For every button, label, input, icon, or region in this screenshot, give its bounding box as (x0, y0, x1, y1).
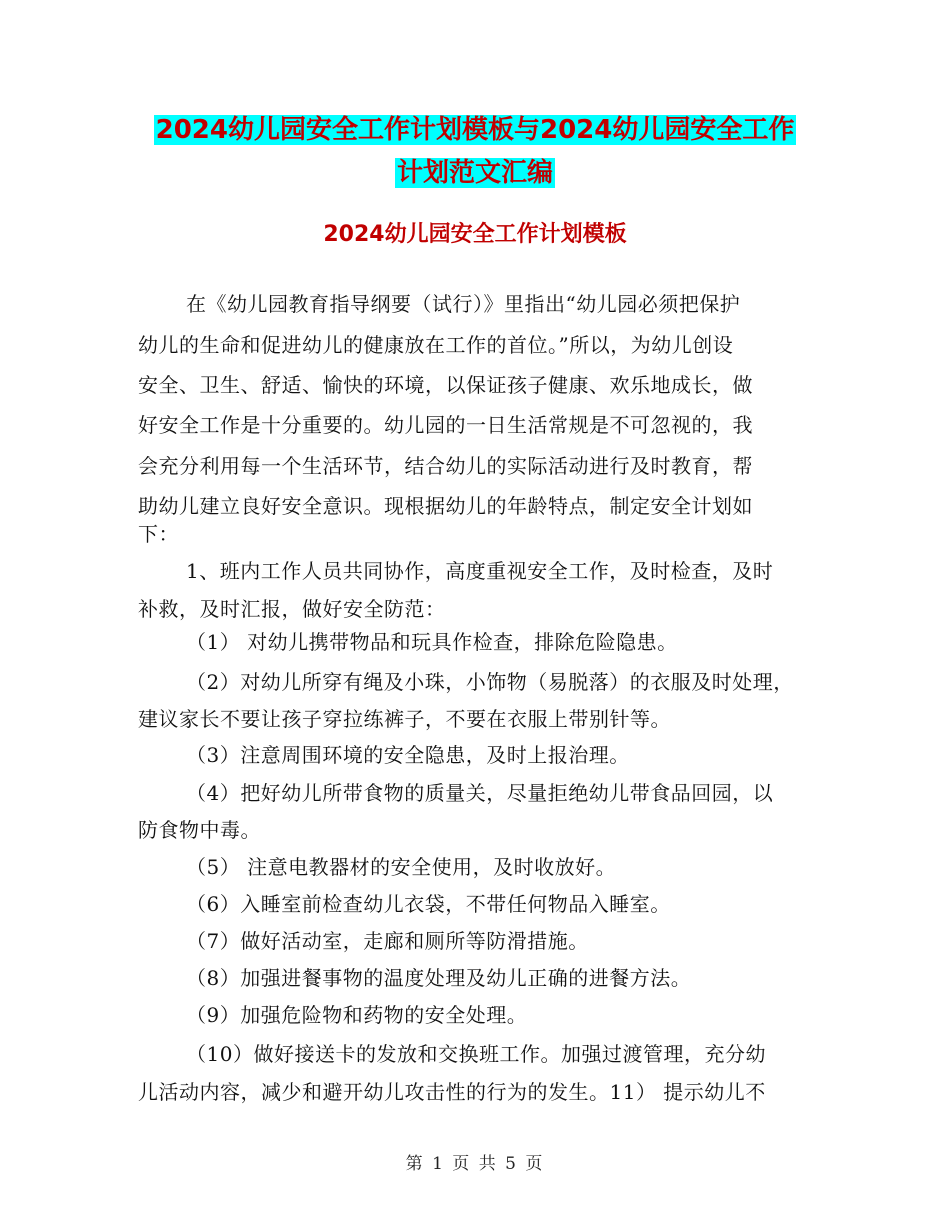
list-item: （1） 对幼儿携带物品和玩具作检查，排除危险隐患。 (186, 630, 678, 654)
body-line: 好安全工作是十分重要的。幼儿园的一日生活常规是不可忽视的，我 (138, 413, 753, 437)
body-line: 下： (138, 522, 179, 546)
body-line: 防食物中毒。 (138, 818, 261, 842)
document-title-line-2 (0, 156, 950, 190)
list-item: （6）入睡室前检查幼儿衣袋，不带任何物品入睡室。 (186, 892, 671, 916)
document-title-line-1 (0, 113, 950, 147)
body-line: 儿活动内容，减少和避开幼儿攻击性的行为的发生。11） 提示幼儿不 (138, 1080, 766, 1104)
list-item: （9）加强危险物和药物的安全处理。 (186, 1003, 528, 1027)
body-line: 1、班内工作人员共同协作，高度重视安全工作，及时检查，及时 (186, 559, 774, 583)
list-item: （4）把好幼儿所带食物的质量关，尽量拒绝幼儿带食品回园，以 (186, 781, 774, 805)
title-highlight-1: 2024幼儿园安全工作计划模板与2024幼儿园安全工作 (155, 115, 795, 145)
title-highlight-2: 计划范文汇编 (396, 158, 553, 188)
section-title: 2024幼儿园安全工作计划模板 (323, 222, 627, 247)
list-item: （10）做好接送卡的发放和交换班工作。加强过渡管理，充分幼 (186, 1042, 766, 1066)
body-line: 在《幼儿园教育指导纲要（试行）》里指出“幼儿园必须把保护 (186, 292, 741, 316)
list-item: （2）对幼儿所穿有绳及小珠，小饰物（易脱落）的衣服及时处理， (186, 670, 794, 694)
body-line: 安全、卫生、舒适、愉快的环境，以保证孩子健康、欢乐地成长，做 (138, 373, 753, 397)
list-item: （3）注意周围环境的安全隐患，及时上报治理。 (186, 743, 630, 767)
body-line: 补救，及时汇报，做好安全防范： (138, 597, 446, 621)
body-line: 会充分利用每一个生活环节，结合幼儿的实际活动进行及时教育，帮 (138, 454, 753, 478)
body-line: 建议家长不要让孩子穿拉练裤子，不要在衣服上带别针等。 (138, 707, 671, 731)
list-item: （7）做好活动室，走廊和厕所等防滑措施。 (186, 929, 589, 953)
body-line: 助幼儿建立良好安全意识。现根据幼儿的年龄特点，制定安全计划如 (138, 494, 753, 518)
list-item: （5） 注意电教器材的安全使用，及时收放好。 (186, 855, 617, 879)
body-line: 幼儿的生命和促进幼儿的健康放在工作的首位。”所以，为幼儿创设 (138, 333, 734, 357)
list-item: （8）加强进餐事物的温度处理及幼儿正确的进餐方法。 (186, 966, 692, 990)
page-footer: 第 1 页 共 5 页 (405, 1154, 545, 1174)
